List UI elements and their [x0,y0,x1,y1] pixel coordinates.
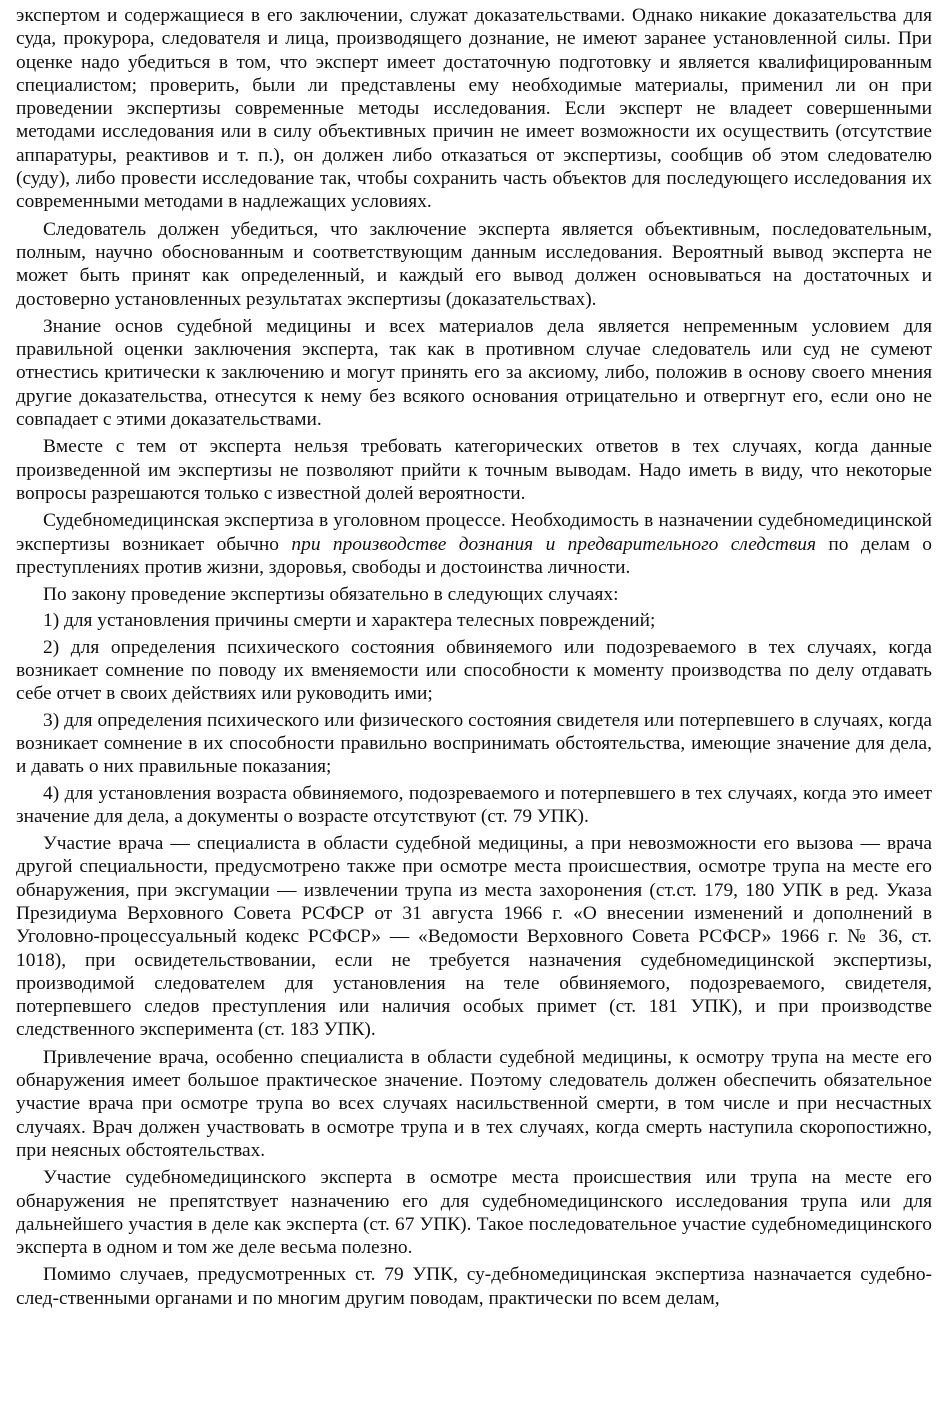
paragraph-other-cases: Помимо случаев, предусмотренных ст. 79 УПК, су-дебномедицинская экспертиза назначается судебно-след-ственными органами и по многим другим поводам, практически по всем делам, [16,1264,932,1309]
paragraph-categorical-answers: Вместе с тем от эксперта нельзя требовать категорических ответов в тех случаях, когда данные произведенной им экспертизы не позволяют прийти к точным выводам. Надо иметь в виду, что некоторые вопросы разрешаются только с известной долей вероятности. [16,436,932,504]
list-item-1: 1) для установления причины смерти и характера телесных повреждений; [43,610,656,632]
paragraph-criminal-process [16,509,932,579]
list-item-4: 4) для установления возраста обвиняемого, подозреваемого и потерпевшего в тех случаях, когда это имеет значение для дела, а документы о возрасте отсутствуют (ст. 79 УПК). [16,782,932,827]
paragraph-forensic-knowledge: Знание основ судебной медицины и всех материалов дела является непременным условием для правильной оценки заключения эксперта, так как в противном случае следователь или суд не сумеют отнестись критически к заключению и могут принять его за аксиому, либо, положив в основу своего мнения другие доказательства, отнесутся к нему без всякого основания отрицательно и отвергнут его, если оно не совпадает с этими доказательствами. [16,315,932,431]
sme-text-after: по делам о преступлениях против жизни, здоровья, свободы и достоинства личности. [16,533,932,578]
list-item-3: 3) для определения психического или физического состояния свидетеля или потерпевшего в случаях, когда возникает сомнение в их способности правильно воспринимать обстоятельства, имеющие значение для дела, и давать о них правильные показания; [16,709,932,778]
paragraph-expert-participation: Участие судебномедицинского эксперта в осмотре места происшествия или трупа на месте его обнаружения не препятствует назначению его для судебномедицинского исследования трупа или для дальнейшего участия в деле как эксперта (ст. 67 УПК). Такое последовательное участие судебномедицинского эксперта в одном и том же деле весьма полезно. [16,1167,932,1259]
paragraph-doctor-involvement: Привлечение врача, особенно специалиста в области судебной медицины, к осмотру трупа на месте его обнаружения имеет большое практическое значение. Поэтому следователь должен обеспечить обязательное участие врача при осмотре трупа во всех случаях насильственной смерти, в том числе и при несчастных случаях. Врач должен участвовать в осмотре трупа и в тех случаях, когда смерть наступила скоропостижно, при неясных обстоятельствах. [16,1046,932,1161]
sme-text-before: Судебномедицинская экспертиза в уголовном процессе. Необходимость в назначении судебномедицинской экспертизы возникает обычно [16,510,932,555]
paragraph-doctor-participation: Участие врача — специалиста в области судебной медицины, а при невозможности его вызова — врача другой специальности, предусмотрено также при осмотре места происшествия, осмотре трупа на месте его обнаружения, при эксгумации — извлечении трупа из места захоронения (ст.ст. 179, 180 УПК в ред. Указа Президиума Верховного Совета РСФСР от 31 августа 1966 г. «О внесении изменений и дополнений в Уголовно-процессуальный кодекс РСФСР» — «Ведомости Верховного Совета РСФСР» 1966 г. № 36, ст. 1018), при освидетельствовании, если не требуется назначения судебномедицинской экспертизы, производимой следователем для установления на теле обвиняемого, подозреваемого, свидетеля, потерпевшего следов преступления или наличия особых примет (ст. 181 УПК), и при производстве следственного эксперимента (ст. 183 УПК). [16,833,932,1041]
list-intro: По закону проведение экспертизы обязательно в следующих случаях: [43,584,619,606]
paragraph-continuation: экспертом и содержащиеся в его заключении, служат доказательствами. Однако никакие доказательства для суда, прокурора, следователя и лица, производящего дознание, не имеют заранее установленной силы. При оценке надо убедиться в том, что эксперт имеет достаточную подготовку и является квалифицированным специалистом; проверить, были ли представлены ему необходимые материалы, применил ли он при проведении экспертизы современные методы исследования. Если эксперт не владеет совершенными методами исследования или в силу объективных причин не имеет возможности их осуществить (отсутствие аппаратуры, реактивов и т. п.), он должен либо отказаться от экспертизы, сообщив об этом следователю (суду), либо провести исследование так, чтобы сохранить часть объектов для последующего исследования их современными методами в надлежащих условиях. [16,5,932,213]
list-item-2: 2) для определения психического состояния обвиняемого или подозреваемого в тех случаях, когда возникает сомнение по поводу их вменяемости или способности к моменту производства по делу отдавать себе отчет в своих действиях или руководить ими; [16,636,932,705]
sme-italic-phrase: при производстве дознания и предварительного следствия [291,533,816,555]
paragraph-investigator-check: Следователь должен убедиться, что заключение эксперта является объективным, последовательным, полным, научно обоснованным и соответствующим данным исследования. Вероятный вывод эксперта не может быть принят как определенный, и каждый его вывод должен основываться на достаточных и достоверно установленных результатах экспертизы (доказательствах). [16,218,932,310]
